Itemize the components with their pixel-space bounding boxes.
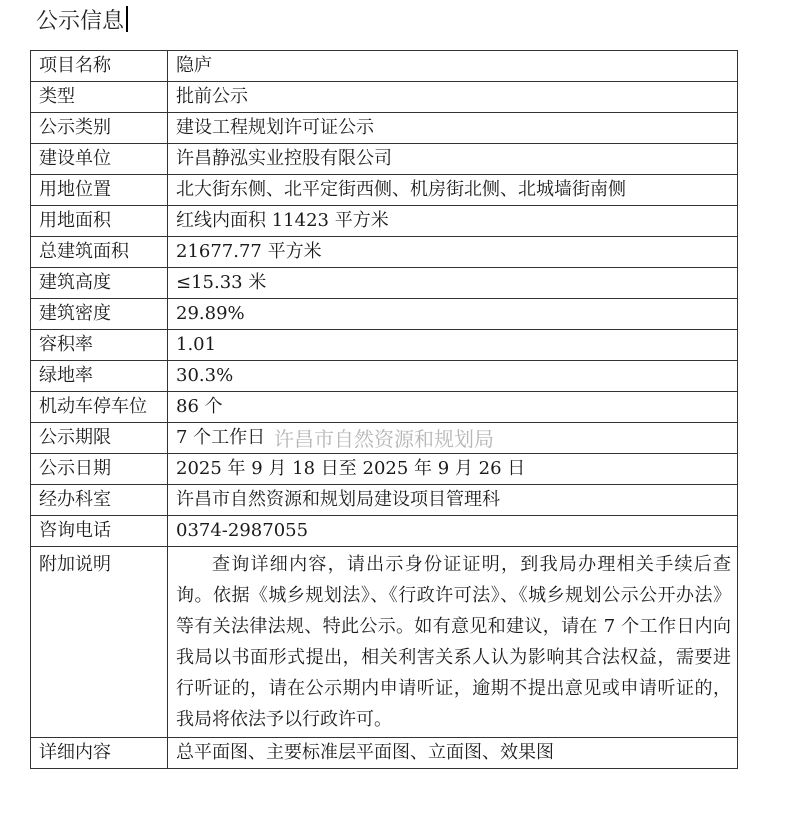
label-publicity-date: 公示日期 (31, 454, 168, 485)
value-building-height: ≤15.33 米 (168, 268, 738, 299)
row-publicity-category (31, 113, 738, 144)
label-total-floor-area: 总建筑面积 (31, 237, 168, 268)
label-building-density: 建筑密度 (31, 299, 168, 330)
value-land-location: 北大街东侧、北平定街西侧、机房街北侧、北城墙街南侧 (168, 175, 738, 206)
label-building-height: 建筑高度 (31, 268, 168, 299)
label-green-ratio: 绿地率 (31, 361, 168, 392)
row-parking-spaces (31, 392, 738, 423)
row-publicity-date (31, 454, 738, 485)
page-title-text: 公示信息 (36, 9, 125, 34)
value-green-ratio: 30.3% (168, 361, 738, 392)
value-parking-spaces: 86 个 (168, 392, 738, 423)
row-detailed-content (31, 738, 738, 769)
page-title (36, 6, 128, 38)
row-total-floor-area (31, 237, 738, 268)
row-plot-ratio (31, 330, 738, 361)
label-handling-department: 经办科室 (31, 485, 168, 516)
label-additional-notes: 附加说明 (31, 547, 168, 738)
label-land-location: 用地位置 (31, 175, 168, 206)
value-land-area: 红线内面积 11423 平方米 (168, 206, 738, 237)
row-project-name (31, 51, 738, 82)
value-additional-notes: 查询详细内容，请出示身份证证明，到我局办理相关手续后查询。依据《城乡规划法》、《行政许可法》、《城乡规划公示公开办法》等有关法律法规、特此公示。如有意见和建议，请在 7 个工作日内向我局以书面形式提出，相关利害关系人认为影响其合法权益，需要进行听证的，请在公示期内申请听证，逾期不提出意见或申请听证的，我局将依法予以行政许可。 (168, 547, 738, 738)
label-publicity-period: 公示期限 (31, 423, 168, 454)
row-building-density (31, 299, 738, 330)
row-land-area (31, 206, 738, 237)
value-publicity-date: 2025 年 9 月 18 日至 2025 年 9 月 26 日 (168, 454, 738, 485)
row-construction-unit (31, 144, 738, 175)
value-type: 批前公示 (168, 82, 738, 113)
label-construction-unit: 建设单位 (31, 144, 168, 175)
value-handling-department: 许昌市自然资源和规划局建设项目管理科 (168, 485, 738, 516)
value-plot-ratio: 1.01 (168, 330, 738, 361)
text-cursor (126, 6, 128, 32)
label-publicity-category: 公示类别 (31, 113, 168, 144)
value-consult-phone: 0374-2987055 (168, 516, 738, 547)
value-publicity-period: 7 个工作日 (168, 423, 738, 454)
row-type (31, 82, 738, 113)
row-consult-phone (31, 516, 738, 547)
label-plot-ratio: 容积率 (31, 330, 168, 361)
label-project-name: 项目名称 (31, 51, 168, 82)
row-green-ratio (31, 361, 738, 392)
value-publicity-category: 建设工程规划许可证公示 (168, 113, 738, 144)
label-parking-spaces: 机动车停车位 (31, 392, 168, 423)
row-publicity-period (31, 423, 738, 454)
value-project-name: 隐庐 (168, 51, 738, 82)
row-land-location (31, 175, 738, 206)
value-construction-unit: 许昌静泓实业控股有限公司 (168, 144, 738, 175)
label-land-area: 用地面积 (31, 206, 168, 237)
value-detailed-content: 总平面图、主要标准层平面图、立面图、效果图 (168, 738, 738, 769)
label-type: 类型 (31, 82, 168, 113)
label-detailed-content: 详细内容 (31, 738, 168, 769)
watermark: 许昌市自然资源和规划局 (274, 427, 494, 451)
row-building-height (31, 268, 738, 299)
value-building-density: 29.89% (168, 299, 738, 330)
row-additional-notes (31, 547, 738, 738)
publicity-info-table (30, 50, 738, 769)
value-total-floor-area: 21677.77 平方米 (168, 237, 738, 268)
label-consult-phone: 咨询电话 (31, 516, 168, 547)
row-handling-department (31, 485, 738, 516)
